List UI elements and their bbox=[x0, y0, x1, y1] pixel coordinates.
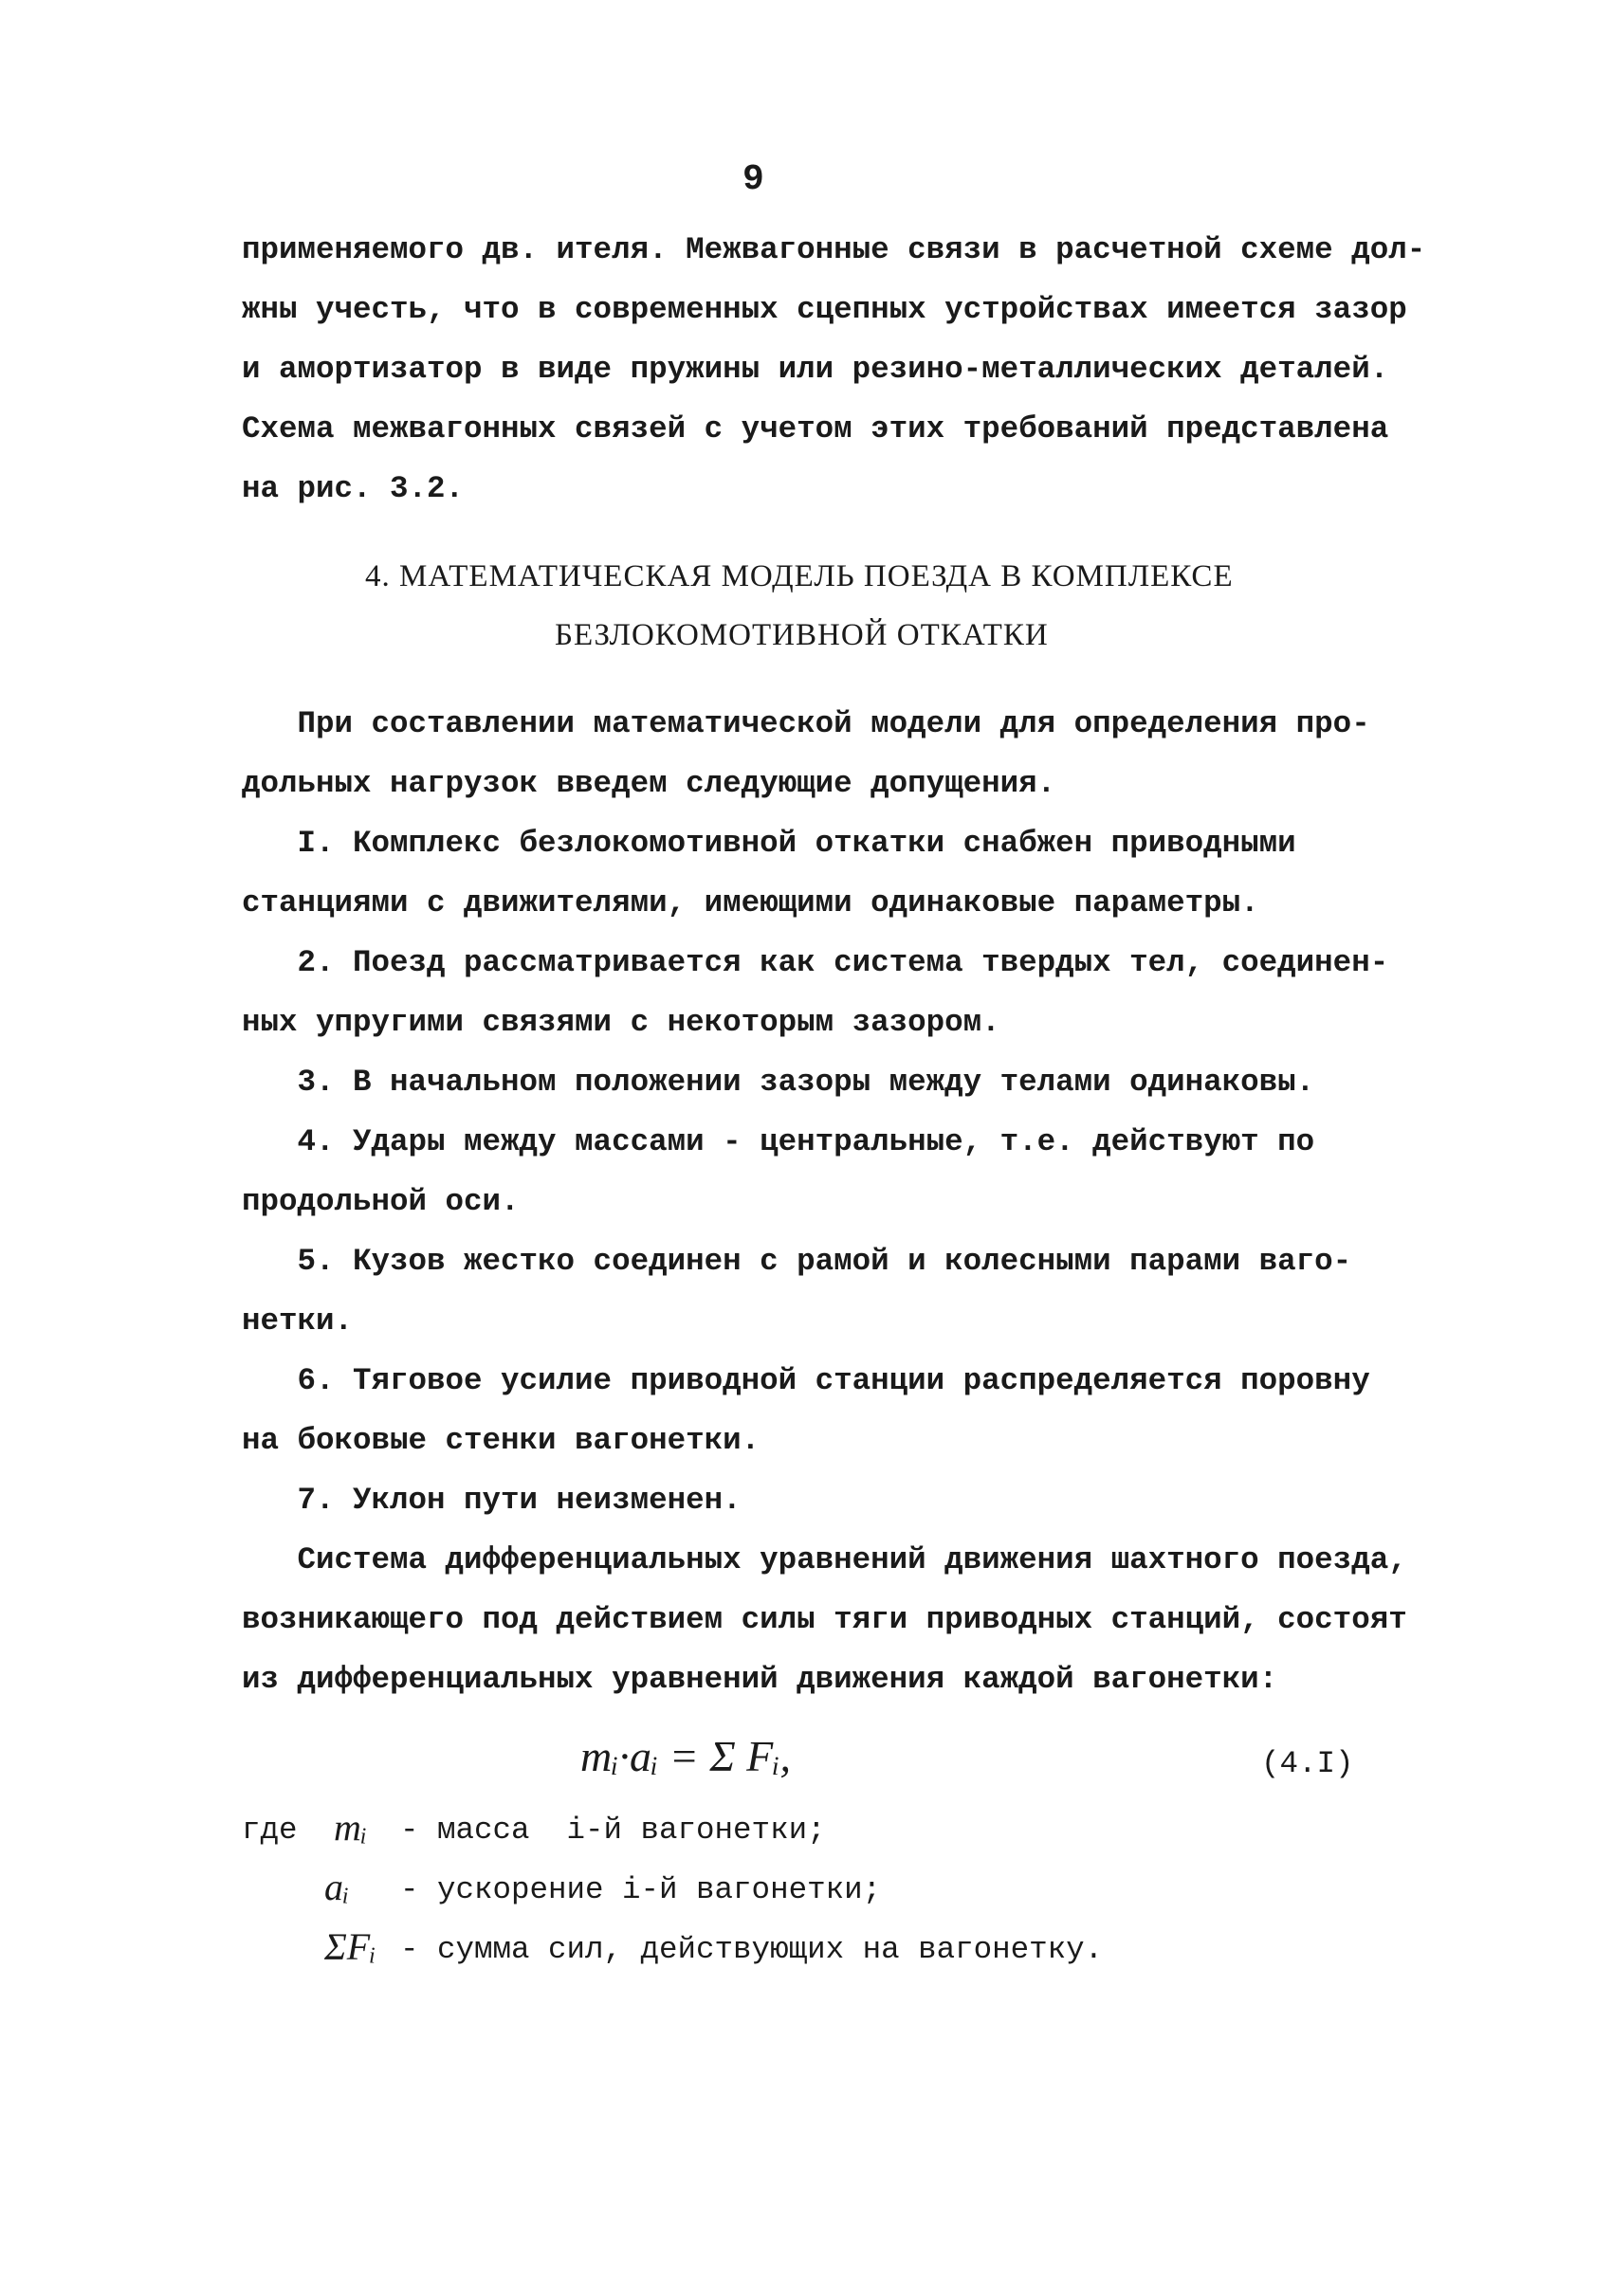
section-heading-line-1: 4. МАТЕМАТИЧЕСКАЯ МОДЕЛЬ ПОЕЗДА В КОМПЛЕКСЕ bbox=[365, 559, 1234, 593]
equation-4-1: mᵢ·aᵢ = Σ Fᵢ, bbox=[580, 1732, 792, 1780]
body-line: 5. Кузов жестко соединен с рамой и колесными парами ваго- bbox=[242, 1244, 1352, 1279]
intro-line: применяемого дв. ителя. Межвагонные связи в расчетной схеме дол- bbox=[242, 232, 1426, 267]
intro-line: и амортизатор в виде пружины или резино-металлических деталей. bbox=[242, 352, 1389, 387]
section-heading-line-2: БЕЗЛОКОМОТИВНОЙ ОТКАТКИ bbox=[555, 618, 1049, 652]
where-word: где bbox=[242, 1813, 298, 1848]
body-line: продольной оси. bbox=[242, 1184, 520, 1219]
body-line: 3. В начальном положении зазоры между телами одинаковы. bbox=[242, 1065, 1315, 1100]
definition-acceleration: - ускорение i-й вагонетки; bbox=[400, 1872, 882, 1907]
body-line: из дифференциальных уравнений движения каждой вагонетки: bbox=[242, 1662, 1278, 1697]
body-line: станциями с движителями, имеющими одинаковые параметры. bbox=[242, 885, 1259, 920]
body-line: Система дифференциальных уравнений движения шахтного поезда, bbox=[242, 1542, 1407, 1577]
body-line: 2. Поезд рассматривается как система твердых тел, соединен- bbox=[242, 945, 1389, 980]
intro-line: на рис. 3.2. bbox=[242, 471, 465, 506]
symbol-mass: mᵢ bbox=[334, 1806, 368, 1849]
body-line: 4. Удары между массами - центральные, т.е. действуют по bbox=[242, 1124, 1315, 1159]
body-line: I. Комплекс безлокомотивной откатки снабжен приводными bbox=[242, 826, 1296, 861]
body-line: возникающего под действием силы тяги приводных станций, состоят bbox=[242, 1602, 1407, 1637]
body-line: 6. Тяговое усилие приводной станции распределяется поровну bbox=[242, 1363, 1370, 1398]
body-line: на боковые стенки вагонетки. bbox=[242, 1423, 761, 1458]
definition-force-sum: - сумма сил, действующих на вагонетку. bbox=[400, 1932, 1104, 1967]
intro-line: жны учесть, что в современных сцепных устройствах имеется зазор bbox=[242, 292, 1407, 327]
body-line: ных упругими связями с некоторым зазором. bbox=[242, 1005, 1000, 1040]
intro-line: Схема межвагонных связей с учетом этих требований представлена bbox=[242, 411, 1389, 446]
symbol-acceleration: aᵢ bbox=[324, 1866, 350, 1908]
page-number: 9 bbox=[742, 159, 764, 200]
body-line: нетки. bbox=[242, 1303, 354, 1339]
symbol-force-sum: ΣFᵢ bbox=[324, 1925, 376, 1968]
definition-mass: - масса i-й вагонетки; bbox=[400, 1813, 826, 1848]
body-line: дольных нагрузок введем следующие допущения. bbox=[242, 766, 1056, 801]
body-line: 7. Уклон пути неизменен. bbox=[242, 1483, 742, 1518]
equation-number: (4.I) bbox=[1261, 1746, 1354, 1781]
body-line: При составлении математической модели для определения про- bbox=[242, 706, 1370, 741]
